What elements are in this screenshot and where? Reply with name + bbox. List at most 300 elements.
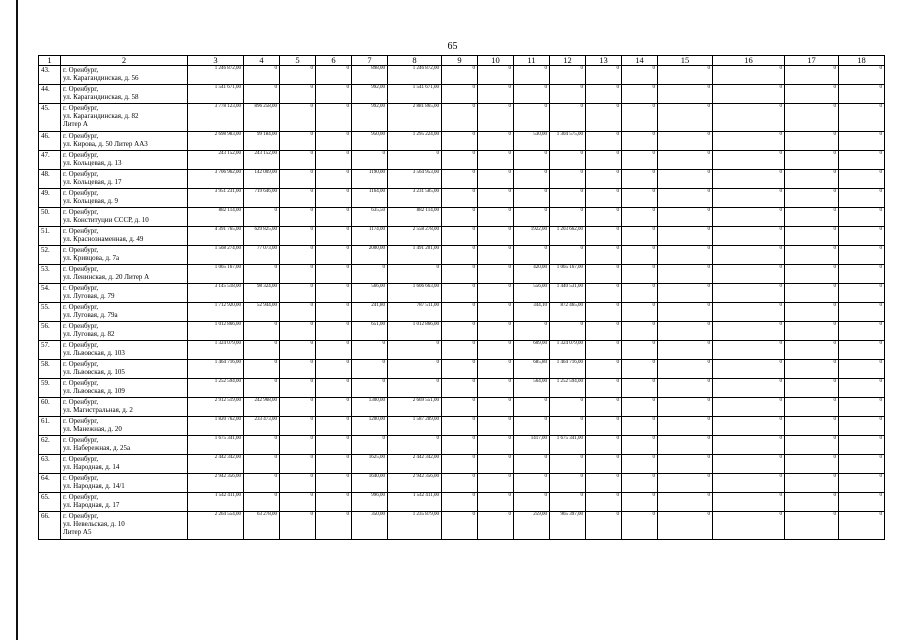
value-cell: 420,00 xyxy=(514,265,550,284)
value-cell: 3 564 953,00 xyxy=(388,170,442,189)
address-line: г. Оренбург, xyxy=(63,512,99,520)
value-cell: 0 xyxy=(586,208,622,227)
table-row xyxy=(39,341,885,360)
value-cell: 259,00 xyxy=(514,512,550,540)
value-cell: 0 xyxy=(316,85,352,104)
value-cell: 243 152,00 xyxy=(244,151,280,170)
value-cell: 0 xyxy=(658,66,713,85)
address-line: г. Оренбург, xyxy=(63,341,99,349)
value-cell: 0 xyxy=(550,417,586,436)
value-cell: 0 xyxy=(352,151,388,170)
value-cell: 564,00 xyxy=(514,379,550,398)
value-cell: 0 xyxy=(388,436,442,455)
table-row xyxy=(39,493,885,512)
value-cell: 0 xyxy=(388,379,442,398)
table-row xyxy=(39,170,885,189)
column-number-cell: 9 xyxy=(442,56,478,66)
value-cell: 0 xyxy=(478,417,514,436)
value-cell: 0 xyxy=(785,284,839,303)
value-cell: 0 xyxy=(785,436,839,455)
value-cell: 0 xyxy=(514,417,550,436)
value-cell: 0 xyxy=(785,132,839,151)
value-cell: 0 xyxy=(514,151,550,170)
value-cell: 3 706 962,00 xyxy=(188,170,244,189)
address-cell xyxy=(61,66,188,85)
address-cell xyxy=(61,474,188,493)
binding-edge-line xyxy=(16,0,18,640)
value-cell: 0 xyxy=(622,208,658,227)
value-cell: 0 xyxy=(658,398,713,417)
value-cell: 0 xyxy=(316,322,352,341)
value-cell: 0 xyxy=(713,322,785,341)
value-cell: 0 xyxy=(280,208,316,227)
row-number-cell: 60. xyxy=(39,398,61,417)
address-line: г. Оренбург, xyxy=(63,208,99,216)
row-number-cell: 66. xyxy=(39,512,61,540)
value-cell: 0 xyxy=(352,341,388,360)
value-cell: 0 xyxy=(622,303,658,322)
address-line: г. Оренбург, xyxy=(63,303,99,311)
column-number-cell: 2 xyxy=(61,56,188,66)
value-cell: 0 xyxy=(550,246,586,265)
value-cell: 0 xyxy=(514,398,550,417)
value-cell: 882 114,00 xyxy=(188,208,244,227)
row-number-cell: 50. xyxy=(39,208,61,227)
value-cell: 0 xyxy=(785,66,839,85)
value-cell: 1640,00 xyxy=(352,474,388,493)
value-cell: 0 xyxy=(550,66,586,85)
value-cell: 0 xyxy=(785,208,839,227)
value-cell: 0 xyxy=(280,104,316,132)
value-cell: 0 xyxy=(622,360,658,379)
value-cell: 0 xyxy=(586,493,622,512)
value-cell: 0 xyxy=(586,284,622,303)
page-number: 65 xyxy=(447,41,458,52)
value-cell: 0 xyxy=(550,322,586,341)
value-cell: 635,50 xyxy=(352,208,388,227)
value-cell: 0 xyxy=(658,246,713,265)
value-cell: 0 xyxy=(244,379,280,398)
value-cell: 0 xyxy=(785,322,839,341)
value-cell: 0 xyxy=(442,303,478,322)
value-cell: 0 xyxy=(622,436,658,455)
value-cell: 0 xyxy=(442,455,478,474)
value-cell: 0 xyxy=(839,341,885,360)
value-cell: 0 xyxy=(839,208,885,227)
value-cell: 0 xyxy=(442,360,478,379)
address-line: г. Оренбург, xyxy=(63,284,99,292)
table-row xyxy=(39,303,885,322)
row-number-cell: 64. xyxy=(39,474,61,493)
value-cell: 0 xyxy=(388,151,442,170)
value-cell: 242 968,00 xyxy=(244,398,280,417)
value-cell: 0 xyxy=(280,398,316,417)
value-cell: 0 xyxy=(839,474,885,493)
value-cell: 2 264 554,00 xyxy=(188,512,244,540)
table-row xyxy=(39,246,885,265)
value-cell: 1 820 762,00 xyxy=(188,417,244,436)
address-line: г. Оренбург, xyxy=(63,398,99,406)
value-cell: 0 xyxy=(713,227,785,246)
value-cell: 0 xyxy=(478,398,514,417)
address-line: г. Оренбург, xyxy=(63,436,99,444)
value-cell: 0 xyxy=(352,360,388,379)
value-cell: 350,00 xyxy=(352,512,388,540)
table-row xyxy=(39,265,885,284)
column-number-cell: 1 xyxy=(39,56,61,66)
value-cell: 0 xyxy=(839,379,885,398)
value-cell: 0 xyxy=(785,246,839,265)
value-cell: 1 541 671,00 xyxy=(188,85,244,104)
table-row xyxy=(39,151,885,170)
row-number-cell: 57. xyxy=(39,341,61,360)
value-cell: 1164,00 xyxy=(352,189,388,208)
address-cell xyxy=(61,151,188,170)
value-cell: 0 xyxy=(316,379,352,398)
value-cell: 0 xyxy=(713,265,785,284)
value-cell: 3 951 231,00 xyxy=(188,189,244,208)
value-cell: 0 xyxy=(244,455,280,474)
address-cell xyxy=(61,246,188,265)
value-cell: 1 675 341,00 xyxy=(188,436,244,455)
value-cell: 0 xyxy=(478,104,514,132)
value-cell: 0 xyxy=(478,170,514,189)
value-cell: 0 xyxy=(442,284,478,303)
value-cell: 0 xyxy=(280,151,316,170)
table-body xyxy=(39,66,885,540)
address-line: ул. Львовская, д. 105 xyxy=(63,368,125,376)
value-cell: 2 912 519,00 xyxy=(188,398,244,417)
value-cell: 0 xyxy=(316,227,352,246)
value-cell: 0 xyxy=(658,227,713,246)
value-cell: 896 258,00 xyxy=(244,104,280,132)
row-number-cell: 44. xyxy=(39,85,61,104)
value-cell: 0 xyxy=(658,493,713,512)
address-line: г. Оренбург, xyxy=(63,132,99,140)
value-cell: 0 xyxy=(713,398,785,417)
value-cell: 0 xyxy=(316,436,352,455)
value-cell: 0 xyxy=(478,474,514,493)
value-cell: 0 xyxy=(658,189,713,208)
address-line: г. Оренбург, xyxy=(63,322,99,330)
value-cell: 0 xyxy=(316,170,352,189)
address-cell xyxy=(61,170,188,189)
value-cell: 52 944,00 xyxy=(244,303,280,322)
row-number-cell: 53. xyxy=(39,265,61,284)
value-cell: 0 xyxy=(839,66,885,85)
value-cell: 965 397,00 xyxy=(550,512,586,540)
address-line: ул. Народная, д. 17 xyxy=(63,501,120,509)
value-cell: 0 xyxy=(713,170,785,189)
row-number-cell: 49. xyxy=(39,189,61,208)
value-cell: 996,00 xyxy=(352,493,388,512)
value-cell: 0 xyxy=(622,398,658,417)
value-cell: 0 xyxy=(839,417,885,436)
value-cell: 0 xyxy=(478,436,514,455)
value-cell: 0 xyxy=(785,189,839,208)
value-cell: 1 012 866,00 xyxy=(388,322,442,341)
address-cell xyxy=(61,284,188,303)
value-cell: 0 xyxy=(839,265,885,284)
value-cell: 992,00 xyxy=(352,85,388,104)
value-cell: 1174,00 xyxy=(352,227,388,246)
value-cell: 0 xyxy=(713,104,785,132)
value-cell: 1 065 167,00 xyxy=(188,265,244,284)
table-row xyxy=(39,227,885,246)
value-cell: 609,00 xyxy=(514,341,550,360)
value-cell: 1625,00 xyxy=(352,455,388,474)
value-cell: 0 xyxy=(478,227,514,246)
value-cell: 0 xyxy=(478,379,514,398)
value-cell: 0 xyxy=(839,85,885,104)
address-line: г. Оренбург, xyxy=(63,417,99,425)
value-cell: 0 xyxy=(442,474,478,493)
value-cell: 0 xyxy=(478,66,514,85)
value-cell: 0 xyxy=(658,322,713,341)
value-cell: 0 xyxy=(713,85,785,104)
value-cell: 1 252 594,00 xyxy=(550,379,586,398)
value-cell: 0 xyxy=(316,208,352,227)
value-cell: 0 xyxy=(713,246,785,265)
value-cell: 0 xyxy=(658,360,713,379)
value-cell: 3 145 518,00 xyxy=(188,284,244,303)
value-cell: 0 xyxy=(280,436,316,455)
value-cell: 0 xyxy=(785,474,839,493)
register-table xyxy=(38,55,885,540)
value-cell: 0 xyxy=(442,151,478,170)
value-cell: 1 295 224,00 xyxy=(388,132,442,151)
value-cell: 0 xyxy=(586,417,622,436)
value-cell: 0 xyxy=(280,227,316,246)
value-cell: 0 xyxy=(244,265,280,284)
value-cell: 556,00 xyxy=(514,284,550,303)
value-cell: 1 065 167,00 xyxy=(550,265,586,284)
value-cell: 0 xyxy=(622,265,658,284)
value-cell: 629 825,00 xyxy=(244,227,280,246)
value-cell: 0 xyxy=(839,360,885,379)
value-cell: 0 xyxy=(658,208,713,227)
value-cell: 0 xyxy=(514,208,550,227)
column-number-cell: 10 xyxy=(478,56,514,66)
value-cell: 898,00 xyxy=(352,66,388,85)
table-row xyxy=(39,85,885,104)
value-cell: 0 xyxy=(658,303,713,322)
value-cell: 0 xyxy=(839,132,885,151)
row-number-cell: 62. xyxy=(39,436,61,455)
value-cell: 0 xyxy=(658,132,713,151)
value-cell: 0 xyxy=(244,208,280,227)
value-cell: 0 xyxy=(280,474,316,493)
address-line: ул. Львовская, д. 109 xyxy=(63,387,125,395)
value-cell: 0 xyxy=(550,493,586,512)
value-cell: 992,00 xyxy=(352,104,388,132)
value-cell: 0 xyxy=(514,246,550,265)
value-cell: 0 xyxy=(442,132,478,151)
value-cell: 0 xyxy=(514,66,550,85)
value-cell: 0 xyxy=(586,455,622,474)
value-cell: 0 xyxy=(658,417,713,436)
row-number-cell: 61. xyxy=(39,417,61,436)
column-number-cell: 3 xyxy=(188,56,244,66)
column-number-cell: 7 xyxy=(352,56,388,66)
value-cell: 142 009,00 xyxy=(244,170,280,189)
value-cell: 0 xyxy=(839,493,885,512)
row-number-cell: 43. xyxy=(39,66,61,85)
value-cell: 0 xyxy=(316,265,352,284)
value-cell: 0 xyxy=(478,189,514,208)
value-cell: 0 xyxy=(388,265,442,284)
value-cell: 0 xyxy=(658,265,713,284)
value-cell: 0 xyxy=(280,322,316,341)
value-cell: 0 xyxy=(713,151,785,170)
value-cell: 0 xyxy=(388,360,442,379)
value-cell: 1 246 872,00 xyxy=(188,66,244,85)
address-cell xyxy=(61,303,188,322)
value-cell: 0 xyxy=(550,151,586,170)
row-number-cell: 59. xyxy=(39,379,61,398)
value-cell: 0 xyxy=(550,104,586,132)
address-line: ул. Львовская, д. 103 xyxy=(63,349,125,357)
address-line: ул. Ленинская, д. 20 Литер А xyxy=(63,273,150,281)
value-cell: 0 xyxy=(622,132,658,151)
value-cell: 0 xyxy=(550,85,586,104)
value-cell: 0 xyxy=(586,227,622,246)
address-line: ул. Кольцевая, д. 9 xyxy=(63,197,119,205)
value-cell: 2 669 551,00 xyxy=(388,398,442,417)
address-cell xyxy=(61,436,188,455)
value-cell: 0 xyxy=(586,85,622,104)
table-row xyxy=(39,379,885,398)
value-cell: 0 xyxy=(622,474,658,493)
value-cell: 0 xyxy=(713,455,785,474)
table-row xyxy=(39,436,885,455)
value-cell: 0 xyxy=(658,341,713,360)
value-cell: 0 xyxy=(244,360,280,379)
table-row xyxy=(39,322,885,341)
address-line: г. Оренбург, xyxy=(63,189,99,197)
value-cell: 651,00 xyxy=(352,322,388,341)
value-cell: 0 xyxy=(586,436,622,455)
address-line: г. Оренбург, xyxy=(63,474,99,482)
value-cell: 0 xyxy=(442,189,478,208)
address-line: ул. Луговая, д. 79 xyxy=(63,292,115,300)
value-cell: 0 xyxy=(713,512,785,540)
value-cell: 0 xyxy=(442,379,478,398)
value-cell: 0 xyxy=(280,85,316,104)
value-cell: 0 xyxy=(280,417,316,436)
value-cell: 0 xyxy=(622,417,658,436)
value-cell: 0 xyxy=(839,322,885,341)
value-cell: 0 xyxy=(478,341,514,360)
row-number-cell: 65. xyxy=(39,493,61,512)
value-cell: 0 xyxy=(785,455,839,474)
value-cell: 0 xyxy=(622,104,658,132)
value-cell: 0 xyxy=(442,66,478,85)
row-number-cell: 54. xyxy=(39,284,61,303)
value-cell: 0 xyxy=(442,436,478,455)
value-cell: 0 xyxy=(622,379,658,398)
value-cell: 0 xyxy=(622,246,658,265)
row-number-cell: 52. xyxy=(39,246,61,265)
value-cell: 1 203 662,00 xyxy=(550,227,586,246)
address-line: ул. Конституции СССР, д. 10 xyxy=(63,216,149,224)
value-cell: 0 xyxy=(316,398,352,417)
table-row xyxy=(39,455,885,474)
value-cell: 2000,00 xyxy=(352,246,388,265)
value-cell: 0 xyxy=(785,360,839,379)
table-row xyxy=(39,189,885,208)
value-cell: 0 xyxy=(316,151,352,170)
value-cell: 1417,00 xyxy=(514,436,550,455)
value-cell: 0 xyxy=(550,398,586,417)
value-cell: 1 587 289,00 xyxy=(388,417,442,436)
value-cell: 98 324,00 xyxy=(244,284,280,303)
value-cell: 1 246 872,00 xyxy=(388,66,442,85)
value-cell: 1 304 575,00 xyxy=(550,132,586,151)
value-cell: 0 xyxy=(785,170,839,189)
address-cell xyxy=(61,85,188,104)
row-number-cell: 51. xyxy=(39,227,61,246)
value-cell: 0 xyxy=(478,360,514,379)
value-cell: 0 xyxy=(514,474,550,493)
value-cell: 0 xyxy=(280,360,316,379)
value-cell: 0 xyxy=(316,417,352,436)
value-cell: 0 xyxy=(478,246,514,265)
value-cell: 243 152,00 xyxy=(188,151,244,170)
value-cell: 0 xyxy=(244,493,280,512)
value-cell: 0 xyxy=(658,151,713,170)
column-number-cell: 11 xyxy=(514,56,550,66)
value-cell: 0 xyxy=(478,512,514,540)
address-cell xyxy=(61,360,188,379)
address-cell xyxy=(61,227,188,246)
value-cell: 0 xyxy=(478,151,514,170)
address-cell xyxy=(61,417,188,436)
value-cell: 0 xyxy=(478,284,514,303)
value-cell: 0 xyxy=(622,189,658,208)
value-cell: 2 558 278,00 xyxy=(388,227,442,246)
value-cell: 0 xyxy=(839,189,885,208)
table-row xyxy=(39,284,885,303)
value-cell: 950,00 xyxy=(352,132,388,151)
value-cell: 0 xyxy=(442,104,478,132)
address-cell xyxy=(61,189,188,208)
value-cell: 0 xyxy=(785,493,839,512)
value-cell: 1 252 594,00 xyxy=(188,379,244,398)
value-cell: 0 xyxy=(316,104,352,132)
value-cell: 0 xyxy=(622,66,658,85)
column-number-cell: 16 xyxy=(713,56,785,66)
value-cell: 0 xyxy=(713,132,785,151)
value-cell: 0 xyxy=(316,66,352,85)
value-cell: 0 xyxy=(586,189,622,208)
value-cell: 0 xyxy=(839,436,885,455)
value-cell: 0 xyxy=(713,474,785,493)
value-cell: 0 xyxy=(713,284,785,303)
address-line: ул. Кривцова, д. 7а xyxy=(63,254,120,262)
value-cell: 1 712 920,00 xyxy=(188,303,244,322)
value-cell: 0 xyxy=(622,151,658,170)
value-cell: 0 xyxy=(442,246,478,265)
address-line: ул. Кольцевая, д. 17 xyxy=(63,178,122,186)
value-cell: 1300,00 xyxy=(352,398,388,417)
value-cell: 77 073,00 xyxy=(244,246,280,265)
value-cell: 0 xyxy=(442,170,478,189)
value-cell: 0 xyxy=(352,265,388,284)
value-cell: 0 xyxy=(388,341,442,360)
row-number-cell: 58. xyxy=(39,360,61,379)
column-number-cell: 15 xyxy=(658,56,713,66)
